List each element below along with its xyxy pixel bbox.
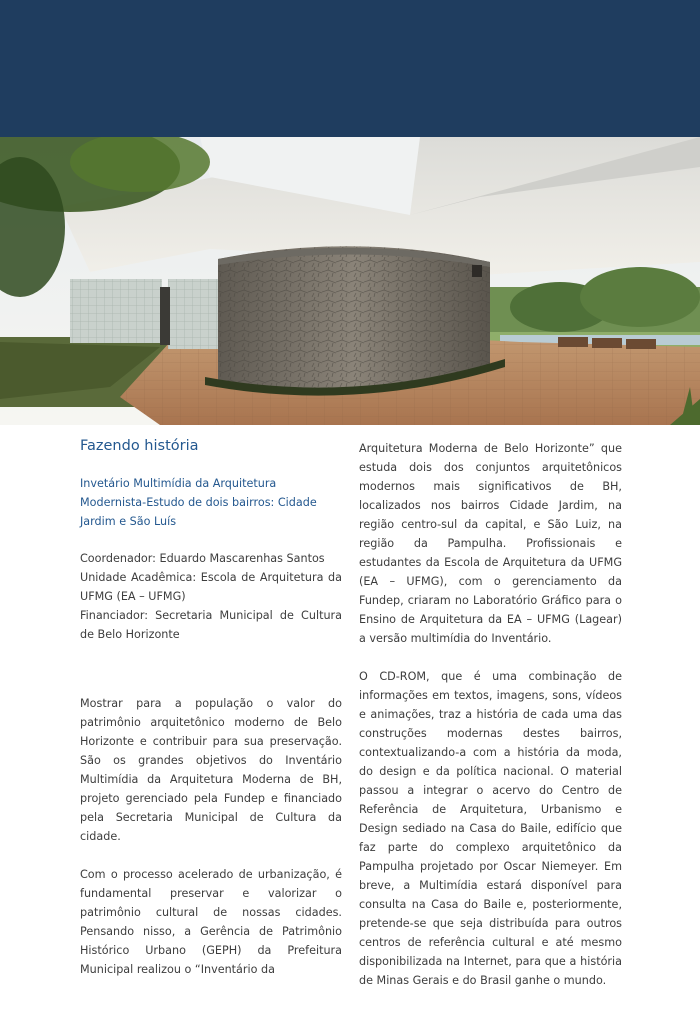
- credit-coordinator: Coordenador: Eduardo Mascarenhas Santos: [80, 552, 325, 565]
- right-column: [359, 439, 622, 1009]
- header-banner: [0, 0, 700, 137]
- project-subtitle: Invetário Multimídia da Arquitetura Modernista-Estudo de dois bairros: Cidade Jardim e São Luís: [80, 477, 317, 528]
- architecture-photo: [0, 137, 700, 425]
- paragraph: Arquitetura Moderna de Belo Horizonte” que estuda dois dos conjuntos arquitetônicos modernos mais significativos de BH, localizados nos bairros Cidade Jardim, na região centro-sul da capital, e São Luiz, na região da Pampulha. Profissionais e estudantes da Escola de Arquitetura da UFMG (EA – UFMG), com o gerenciamento da Fundep, criaram no Laboratório Gráfico para o Ensino de Arquitetura da EA – UFMG (Lagear) a versão multimídia do Inventário.: [359, 442, 622, 645]
- paragraph: O CD-ROM, que é uma combinação de informações em textos, imagens, sons, vídeos e animações, traz a história de cada uma das construções modernas destes bairros, contextualizando-a com a história da moda, do design e da política nacional. O material passou a integrar o acervo do Centro de Referência de Arquitetura, Urbanismo e Design sediado na Casa do Baile, edifício que faz parte do complexo arquitetônico da Pampulha projetado por Oscar Niemeyer. Em breve, a Multimídia estará disponível para consulta na Casa do Baile e, posteriormente, pretende-se que seja distribuída para outros centros de referência cultural e até mesmo disponibilizada na Internet, para que a história de Minas Gerais e do Brasil ganhe o mundo.: [359, 670, 622, 987]
- paragraph: Mostrar para a população o valor do patrimônio arquitetônico moderno de Belo Horizonte e contribuir para sua preservação. São os grandes objetivos do Inventário Multimídia da Arquitetura Moderna de BH, projeto gerenciado pela Fundep e financiado pela Secretaria Municipal de Cultura da cidade.: [80, 697, 342, 843]
- credit-unit: Unidade Acadêmica: Escola de Arquitetura da UFMG (EA – UFMG): [80, 571, 342, 603]
- left-column: [80, 436, 342, 998]
- section-title: Fazendo história: [80, 438, 199, 454]
- project-credits: [80, 549, 342, 644]
- paragraph: Com o processo acelerado de urbanização, é fundamental preservar e valorizar o patrimônio cultural de nossas cidades. Pensando nisso, a Gerência de Patrimônio Histórico Urbano (GEPH) da Prefeitura Municipal realizou o “Inventário da: [80, 868, 342, 976]
- credit-funder: Financiador: Secretaria Municipal de Cultura de Belo Horizonte: [80, 609, 342, 641]
